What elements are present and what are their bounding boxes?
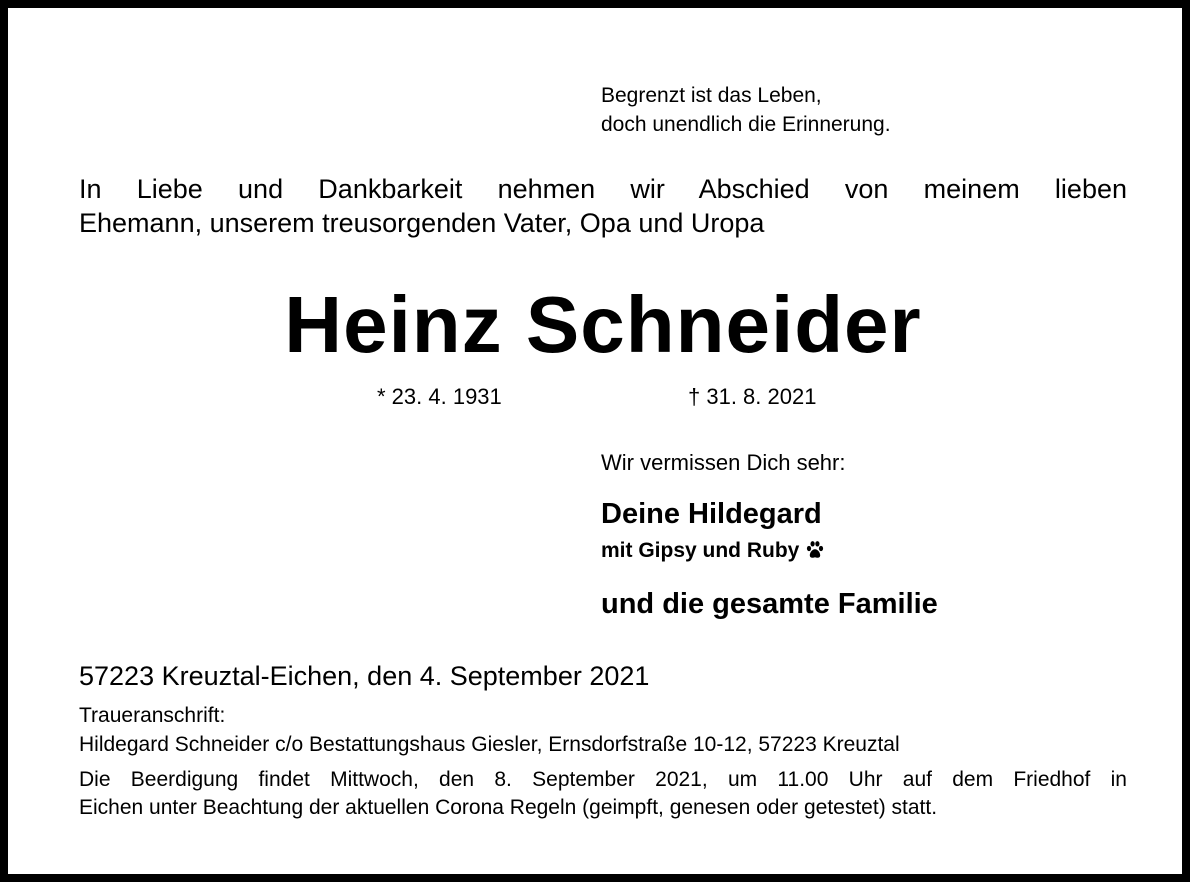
death-date: † 31. 8. 2021 xyxy=(688,384,817,409)
burial-info xyxy=(79,766,1127,822)
address-text: Hildegard Schneider c/o Bestattungshaus Giesler, Ernsdorfstraße 10-12, 57223 Kreuztal xyxy=(79,733,900,756)
intro-line-1: In Liebe und Dankbarkeit nehmen wir Abschied von meinem lieben xyxy=(79,174,1127,204)
paw-icon xyxy=(805,539,825,569)
pets-text: mit Gipsy und Ruby xyxy=(601,539,800,562)
motto-line-2: doch unendlich die Erinnerung. xyxy=(601,113,891,136)
address-label: Traueranschrift: xyxy=(79,704,226,727)
motto-quote xyxy=(601,81,891,139)
pets-line xyxy=(601,536,825,569)
mourning-address xyxy=(79,701,900,759)
miss-text: Wir vermissen Dich sehr: xyxy=(601,450,846,475)
place-date: 57223 Kreuztal-Eichen, den 4. September 2021 xyxy=(79,661,650,691)
deceased-name: Heinz Schneider xyxy=(284,280,922,369)
intro-line-2: Ehemann, unserem treusorgenden Vater, Opa und Uropa xyxy=(79,208,765,238)
spouse-name: Deine Hildegard xyxy=(601,498,822,530)
motto-line-1: Begrenzt ist das Leben, xyxy=(601,84,822,107)
burial-line-2: Eichen unter Beachtung der aktuellen Corona Regeln (geimpft, genesen oder getestet) statt. xyxy=(79,796,938,819)
birth-date: * 23. 4. 1931 xyxy=(377,384,502,409)
family-line: und die gesamte Familie xyxy=(601,588,938,620)
intro-text xyxy=(79,172,1127,240)
burial-line-1: Die Beerdigung findet Mittwoch, den 8. September 2021, um 11.00 Uhr auf dem Friedhof in xyxy=(79,768,1127,791)
